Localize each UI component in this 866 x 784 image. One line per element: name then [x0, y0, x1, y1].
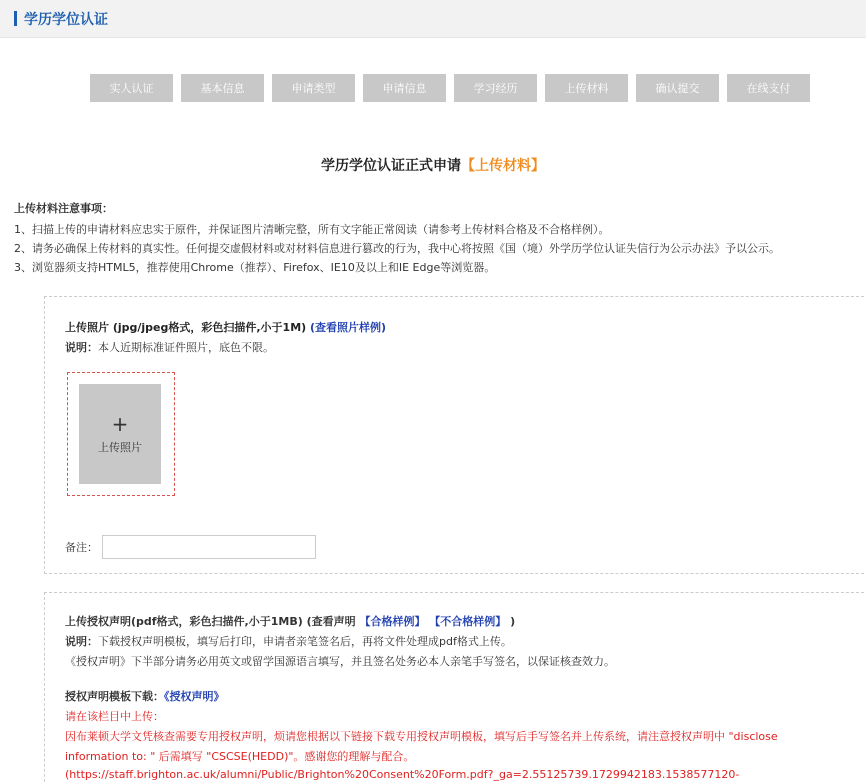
notes-title: 上传材料注意事项： [14, 202, 113, 215]
auth-download-label: 授权声明模板下载： [65, 690, 164, 703]
notes-item: 3、浏览器须支持HTML5，推荐使用Chrome（推荐）、Firefox、IE10及以上和IE Edge等浏览器。 [14, 261, 496, 274]
photo-upload-button[interactable] [79, 384, 161, 484]
auth-desc-1 [65, 633, 512, 649]
heading-highlight: 【上传材料】 [461, 158, 545, 174]
remark-row [65, 535, 316, 559]
step-nav [90, 74, 810, 102]
remark-input[interactable] [102, 535, 316, 559]
auth-title-end: ) [510, 615, 516, 628]
auth-desc-2: 《授权声明》下半部分请务必用英文或留学国源语言填写，并且签名处务必本人亲笔手写签名，以保证核查效力。 [65, 655, 615, 668]
auth-red-note-2: 因布莱顿大学文凭核查需要专用授权声明，烦请您根据以下链接下载专用授权声明模板，填写后手写签名并上传系统，请注意授权声明中 "disclose [65, 730, 778, 743]
photo-desc-text: 本人近期标准证件照片，底色不限。 [98, 341, 274, 354]
photo-upload-label: 上传照片 [98, 441, 142, 454]
step-real-auth[interactable]: 实人认证 [90, 74, 173, 102]
photo-section-title [65, 319, 386, 335]
step-confirm-submit[interactable]: 确认提交 [636, 74, 719, 102]
notes-item: 1、扫描上传的申请材料应忠实于原件，并保证图片清晰完整，所有文字能正常阅读（请参考上传材料合格及不合格样例）。 [14, 223, 610, 236]
step-apply-type[interactable]: 申请类型 [272, 74, 355, 102]
step-online-payment[interactable]: 在线支付 [727, 74, 810, 102]
step-study-history[interactable]: 学习经历 [454, 74, 537, 102]
auth-red-note-1: 请在该栏目中上传： [65, 710, 164, 723]
auth-title-text: 上传授权声明(pdf格式，彩色扫描件,小于1MB) (查看声明 [65, 615, 356, 628]
auth-desc-text-1: 下载授权声明模板，填写后打印，申请者亲笔签名后，再将文件处理成pdf格式上传。 [98, 635, 512, 648]
auth-desc-label: 说明： [65, 635, 98, 648]
auth-red-note-3: information to: " 后需填写 "CSCSE(HEDD)"。感谢您的理解与配合。 [65, 750, 415, 763]
auth-bad-sample-link[interactable]: 【不合格样例】 [429, 615, 507, 628]
auth-download-row [65, 688, 225, 704]
auth-red-note-4: (https://staff.brighton.ac.uk/alumni/Public/Brighton%20Consent%20Form.pdf?_ga=2.55125739.1729942183.1538577120- [65, 768, 740, 781]
photo-desc-label: 说明： [65, 341, 98, 354]
authorization-upload-section [44, 592, 866, 784]
section-heading [0, 155, 866, 175]
auth-section-title [65, 613, 515, 629]
photo-upload-section [44, 296, 866, 574]
photo-sample-link[interactable]: (查看照片样例) [310, 321, 387, 334]
photo-desc [65, 339, 274, 355]
step-apply-info[interactable]: 申请信息 [363, 74, 446, 102]
photo-uploader[interactable] [67, 372, 175, 496]
auth-download-link[interactable]: 《授权声明》 [164, 690, 225, 703]
page-title: 学历学位认证 [24, 11, 108, 28]
header-accent-bar [14, 11, 17, 26]
notes-item: 2、请务必确保上传材料的真实性。任何提交虚假材料或对材料信息进行篡改的行为，我中心将按照《国（境）外学历学位认证失信行为公示办法》予以公示。 [14, 242, 780, 255]
remark-label: 备注： [65, 541, 98, 554]
photo-title-text: 上传照片 (jpg/jpeg格式，彩色扫描件,小于1M) [65, 321, 307, 334]
plus-icon: + [111, 412, 129, 436]
step-basic-info[interactable]: 基本信息 [181, 74, 264, 102]
heading-main: 学历学位认证正式申请 [321, 158, 461, 174]
upload-notes [14, 200, 864, 277]
auth-ok-sample-link[interactable]: 【合格样例】 [359, 615, 426, 628]
step-upload-materials[interactable]: 上传材料 [545, 74, 628, 102]
header-bar [0, 0, 866, 38]
